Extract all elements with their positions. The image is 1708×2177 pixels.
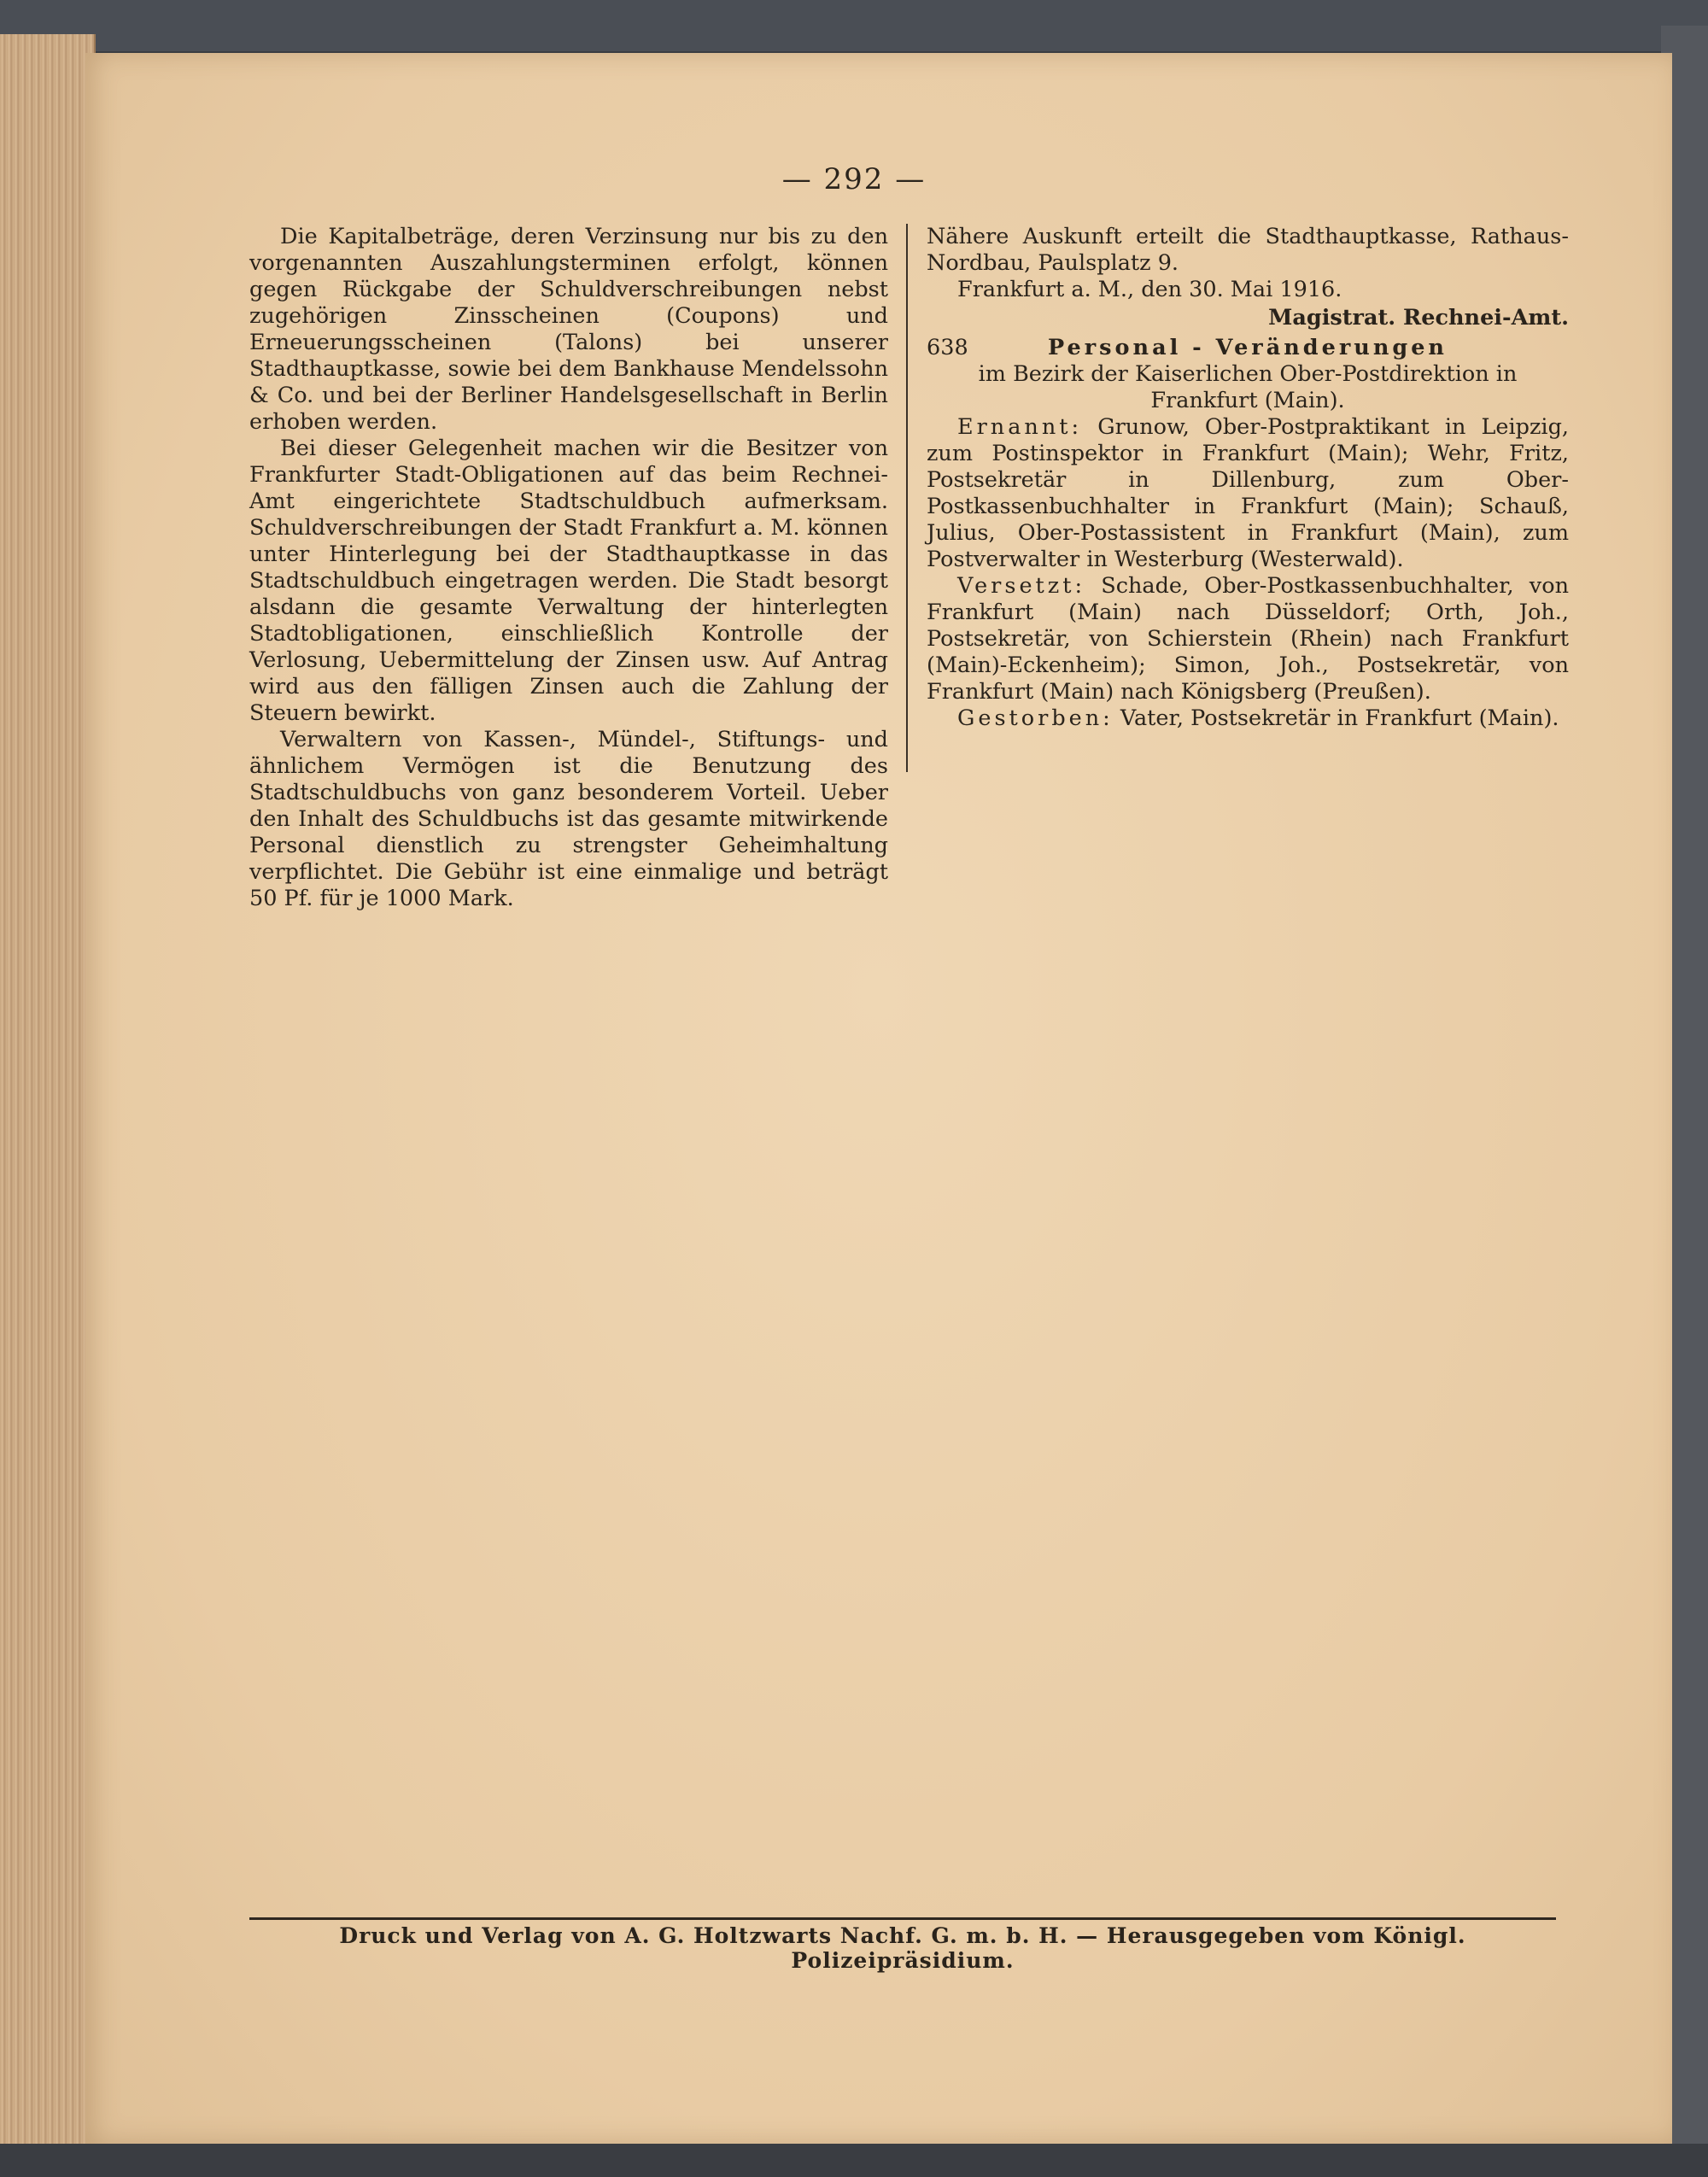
right-column <box>927 224 1569 732</box>
book-board-top <box>0 0 1708 51</box>
column-divider <box>906 224 908 772</box>
left-column <box>249 224 888 912</box>
section-heading <box>927 335 1569 361</box>
transferred-label: Versetzt: <box>957 573 1086 599</box>
transferred-entry <box>927 573 1569 705</box>
publisher-footer: Druck und Verlag von A. G. Holtzwarts Nachf. G. m. b. H. — Herausgegeben vom Königl. Polizeipräsidium. <box>339 1923 1466 1973</box>
paragraph-information: Nähere Auskunft erteilt die Stadthauptkasse, Rathaus-Nordbau, Paulsplatz 9. <box>927 224 1569 276</box>
paragraph-stadtschuldbuch: Bei dieser Gelegenheit machen wir die Besitzer von Frankfurter Stadt-Obligationen auf das beim Rechnei-Amt eingerichtete Stadtschuldbuch aufmerksam. Schuldverschreibungen der Stadt Frankfurt a. M. können unter Hinterlegung bei der Stadthauptkasse in das Stadtschuldbuch eingetragen werden. Die Stadt besorgt alsdann die gesamte Verwaltung der hinterlegten Stadtobligationen, einschließlich Kontrolle der Verlosung, Uebermittelung der Zinsen usw. Auf Antrag wird aus den fälligen Zinsen auch die Zahlung der Steuern bewirkt. <box>249 436 888 726</box>
section-number: 638 <box>927 335 968 360</box>
page-number: — 292 — <box>781 162 927 196</box>
book-page-edges <box>0 34 96 2144</box>
transferred-text: Schade, Ober-Postkassenbuchhalter, von Frankfurt (Main) nach Düsseldorf; Orth, Joh., Postsekretär, von Schierstein (Rhein) nach Frankfurt (Main)-Eckenheim); Simon, Joh., Postsekretär, von Frankfurt (Main) nach Königsberg (Preußen). <box>927 573 1569 705</box>
section-subtitle-district: im Bezirk der Kaiserlichen Ober-Postdirektion in <box>978 361 1518 387</box>
footer-rule <box>249 1917 1556 1920</box>
date-line: Frankfurt a. M., den 30. Mai 1916. <box>957 277 1342 302</box>
section-title: Personal - Veränderungen <box>1048 335 1448 360</box>
deceased-text: Vater, Postsekretär in Frankfurt (Main). <box>1120 705 1559 731</box>
deceased-label: Gestorben: <box>957 705 1114 731</box>
appointed-label: Ernannt: <box>957 414 1083 440</box>
appointed-text: Grunow, Ober-Postpraktikant in Leipzig, zum Postinspektor in Frankfurt (Main); Wehr, Fritz, Postsekretär in Dillenburg, zum Ober-Postkassenbuchhalter in Frankfurt (Main); Schauß, Julius, Ober-Postassistent in Frankfurt (Main), zum Postverwalter in Westerburg (Westerwald). <box>927 414 1570 572</box>
appointed-entry <box>927 414 1569 573</box>
deceased-entry <box>927 705 1569 732</box>
paragraph-capital-repayment: Die Kapitalbeträge, deren Verzinsung nur bis zu den vorgenannten Auszahlungsterminen erfolgt, können gegen Rückgabe der Schuldverschreibungen nebst zugehörigen Zinsscheinen (Coupons) und Erneuerungsscheinen (Talons) bei unserer Stadthauptkasse, sowie bei dem Bankhause Mendelssohn & Co. und bei der Berliner Handelsgesellschaft in Berlin erhoben werden. <box>249 224 888 435</box>
signature: Magistrat. Rechnei-Amt. <box>1268 305 1569 331</box>
paragraph-administrators: Verwaltern von Kassen-, Mündel-, Stiftungs- und ähnlichem Vermögen ist die Benutzung des Stadtschuldbuchs von ganz besonderem Vorteil. Ueber den Inhalt des Schuldbuchs ist das gesamte mitwirkende Personal dienstlich zu strengster Geheimhaltung verpflichtet. Die Gebühr ist eine einmalige und beträgt 50 Pf. für je 1000 Mark. <box>249 727 888 911</box>
section-subtitle-city: Frankfurt (Main). <box>1150 388 1345 413</box>
